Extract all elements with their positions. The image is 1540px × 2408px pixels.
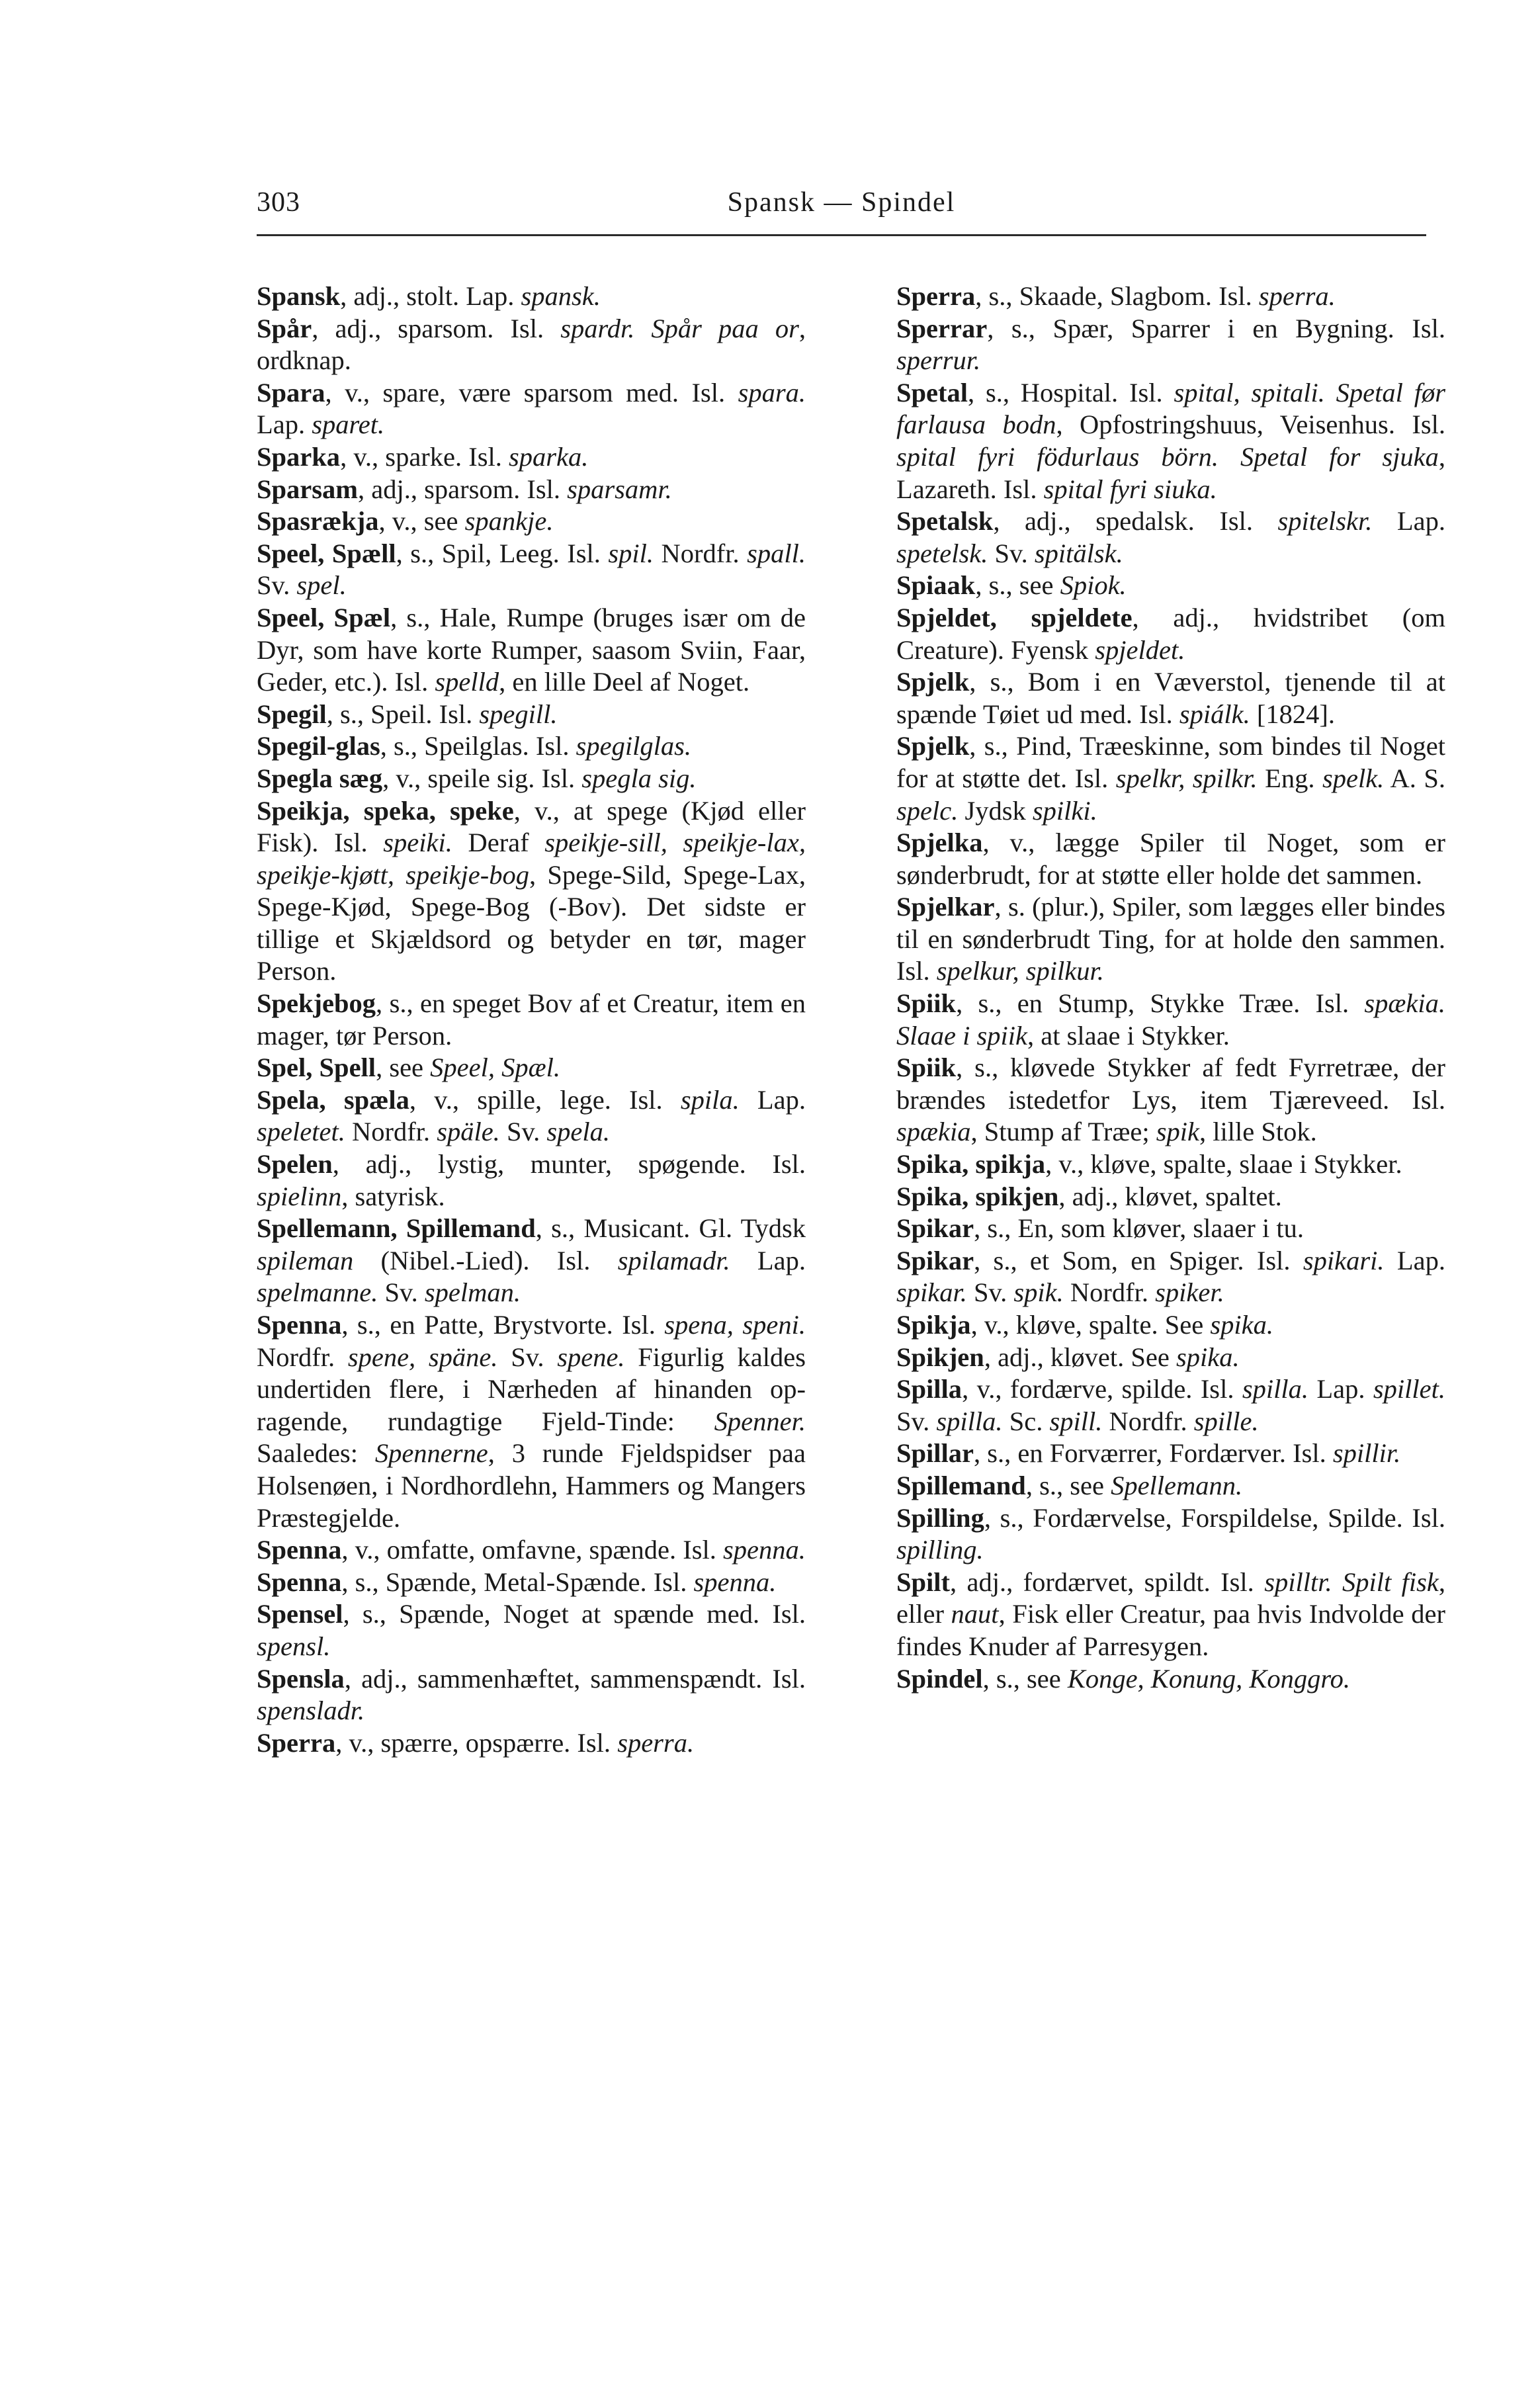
entry-text: (Nibel.-Lied). Isl. (353, 1245, 618, 1275)
dictionary-entry (896, 1052, 1445, 1148)
entry-headword: Spillemand (896, 1470, 1026, 1500)
entry-citation: spegill. (479, 699, 558, 729)
entry-citation: sparka. (509, 441, 589, 472)
entry-headword: Sperrar (896, 313, 988, 343)
dictionary-entry (257, 1213, 806, 1309)
entry-text: , adj., hvidstribet (om Creature). Fyensk (896, 602, 1445, 665)
entry-headword: Spensla (257, 1663, 345, 1694)
entry-citation: spetelsk. (896, 538, 988, 568)
entry-text: , s., et Som, en Spiger. Isl. (974, 1245, 1303, 1275)
entry-text: , satyrisk. (341, 1181, 445, 1211)
entry-headword: Spekjebog (257, 988, 376, 1019)
entry-citation: spilltr. Spilt fisk (1264, 1567, 1439, 1597)
entry-headword: Sperra (896, 281, 976, 311)
entry-citation: spene. (557, 1342, 625, 1372)
entry-citation: spenna. (693, 1567, 777, 1597)
entry-citation: spegilglas. (576, 731, 692, 761)
entry-headword: Speel, Spæl (257, 602, 391, 632)
dictionary-entry (257, 377, 806, 441)
dictionary-entry (896, 1245, 1445, 1309)
entry-text: , s., Speil. Isl. (326, 699, 480, 729)
entry-text: , v., sparke. Isl. (340, 441, 509, 472)
dictionary-entry (896, 1502, 1445, 1567)
entry-citation: Spennerne (374, 1438, 488, 1469)
dictionary-entry (896, 1470, 1445, 1502)
entry-citation: spikar. (896, 1277, 967, 1308)
entry-headword: Spegla sæg (257, 763, 383, 793)
entry-citation: spelmanne. (257, 1277, 378, 1308)
entry-headword: Spindel (896, 1663, 983, 1694)
entry-citation: spelkur, spilkur. (936, 956, 1104, 986)
entry-citation: spelk. (1322, 763, 1385, 793)
entry-headword: Spegil-glas (257, 731, 380, 761)
entry-headword: Spikar (896, 1213, 974, 1244)
entry-text: , s., en speget Bov af et Creatur, item en mager, tør Person. (257, 988, 806, 1051)
entry-text: , s., Spænde, Noget at spænde med. Isl. (343, 1599, 806, 1629)
entry-citation: sperra. (617, 1727, 695, 1758)
entry-text: , s., Hale, Rumpe (bruges især om de Dyr, som have korte Rumper, saasom Sviin, Faar, Geder, etc.). Isl. (257, 602, 806, 697)
entry-text: Nordfr. (1102, 1406, 1194, 1436)
entry-text: Sv. (497, 1342, 558, 1372)
entry-text: , v., fordærve, spilde. Isl. (962, 1374, 1242, 1404)
dictionary-entry (896, 891, 1445, 988)
entry-citation: spara. (738, 377, 806, 408)
dictionary-entry (257, 795, 806, 988)
entry-citation: spiálk. (1179, 699, 1250, 729)
entry-headword: Spenna (257, 1535, 342, 1565)
entry-text: , s., Spænde, Metal-Spænde. Isl. (341, 1567, 694, 1597)
entry-text: , s., en Forværrer, Fordærver. Isl. (974, 1438, 1333, 1469)
entry-text: , v., spille, lege. Isl. (409, 1084, 681, 1115)
entry-citation: Spiok. (1060, 570, 1127, 601)
entry-text: Nordfr. (654, 538, 748, 568)
entry-headword: Spikjen (896, 1342, 984, 1372)
entry-text: , s., see (975, 570, 1060, 601)
entry-citation: spardr. Spår paa or (560, 313, 799, 343)
dictionary-entry (896, 1148, 1445, 1181)
entry-headword: Spikja (896, 1310, 971, 1340)
dictionary-entry (896, 505, 1445, 570)
entry-headword: Speel, Spæll (257, 538, 396, 568)
entry-text: Nordfr. (345, 1117, 437, 1147)
entry-headword: Spara (257, 377, 325, 408)
entry-citation: Konge, Konung, Konggro. (1067, 1663, 1350, 1694)
entry-text: , s., Bom i en Væverstol, tjenende til at spænde Tøiet ud med. Isl. (896, 667, 1445, 729)
entry-citation: spall. (747, 538, 806, 568)
entry-text: , s., Fordærvelse, Forspildelse, Spilde. Isl. (984, 1502, 1445, 1533)
entry-citation: spital fyri siuka. (1043, 474, 1217, 504)
entry-citation: spika. (1176, 1342, 1240, 1372)
entry-headword: Spenna (257, 1567, 342, 1597)
entry-headword: Spiik (896, 1053, 957, 1083)
entry-headword: Spika, spikjen (896, 1181, 1059, 1211)
entry-text: , v., see (378, 506, 465, 537)
entry-text: , en lille Deel af Noget. (499, 667, 750, 697)
entry-text: , lille Stok. (1199, 1117, 1317, 1147)
dictionary-entry (257, 988, 806, 1052)
entry-headword: Sparka (257, 441, 341, 472)
dictionary-entry (257, 699, 806, 731)
entry-headword: Spegil (257, 699, 327, 729)
entry-text: Saaledes: (257, 1438, 375, 1469)
dictionary-entry (257, 1148, 806, 1213)
entry-text: , adj., sparsom. Isl. (358, 474, 568, 504)
entry-text: , eller (896, 1567, 1445, 1629)
entry-headword: Sparsam (257, 474, 359, 504)
entry-text: Lap. (739, 1084, 806, 1115)
entry-citation: spegla sig. (581, 763, 697, 793)
entry-text: , s. (plur.), Spiler, som lægges eller bindes til en sønderbrudt Ting, for at holde den sammen. Isl. (896, 892, 1445, 986)
dictionary-entry (896, 570, 1445, 602)
entry-citation: spilki. (1032, 795, 1097, 826)
entry-text: , s., En, som kløver, slaaer i tu. (974, 1213, 1304, 1244)
entry-text: , s., Spil, Leeg. Isl. (396, 538, 609, 568)
entry-headword: Spel, Spell (257, 1053, 376, 1083)
entry-citation: spelkr, spilkr. (1115, 763, 1258, 793)
dictionary-entry (896, 1373, 1445, 1438)
dictionary-entry (896, 730, 1445, 827)
entry-citation: spensladr. (257, 1696, 365, 1726)
entry-headword: Spjelk (896, 731, 970, 761)
entry-headword: Spilling (896, 1502, 984, 1533)
entry-text: , v., omfatte, omfavne, spænde. Isl. (341, 1535, 723, 1565)
entry-text: , Fisk eller Creatur, paa hvis Indvolde der findes Knuder af Parresygen. (896, 1599, 1445, 1661)
entry-text: Sv. (896, 1406, 937, 1436)
entry-citation: spilla. (936, 1406, 1003, 1436)
dictionary-entry (896, 1309, 1445, 1342)
entry-headword: Spenna (257, 1310, 342, 1340)
header-rule (257, 234, 1426, 236)
entry-headword: Spjelk (896, 667, 970, 697)
dictionary-entry (257, 1534, 806, 1567)
dictionary-entry (896, 602, 1445, 666)
entry-citation: spill. (1049, 1406, 1103, 1436)
dictionary-entry (896, 1213, 1445, 1245)
entry-headword: Spansk (257, 281, 341, 311)
entry-citation: späle. (437, 1117, 500, 1147)
entry-text: Sv. (988, 538, 1035, 568)
entry-headword: Spjelka (896, 828, 983, 858)
entry-text: , v., spare, være sparsom med. Isl. (325, 377, 738, 408)
entry-headword: Spilt (896, 1567, 951, 1597)
dictionary-entry (896, 313, 1445, 377)
dictionary-entry (896, 988, 1445, 1052)
entry-citation: spital fyri födurlaus börn. Spetal for sjuka (896, 441, 1439, 472)
entry-citation: speiki. (383, 828, 452, 858)
entry-citation: naut (951, 1599, 999, 1629)
entry-text: , s., Hospital. Isl. (968, 377, 1174, 408)
dictionary-entry (257, 1663, 806, 1727)
entry-citation: spenna. (722, 1535, 806, 1565)
entry-headword: Spetalsk (896, 506, 994, 537)
entry-text: , s., see (1025, 1470, 1111, 1500)
entry-text: Lap. (1384, 1245, 1446, 1275)
entry-text: , adj., stolt. Lap. (340, 281, 521, 311)
entry-headword: Spjelkar (896, 892, 995, 922)
dictionary-entry (257, 730, 806, 763)
entry-text: , Spege-Sild, Spege-Lax, Spege-Kjød, Spege-Bog (-Bov). Det sidste er tillige et Skjældsord og betyder en tør, mager Person. (257, 859, 806, 986)
entry-text: Figurlig kaldes undertiden flere, i Nærheden af hinanden opragende, rundagtige Fjeld-Tinde: (257, 1342, 806, 1436)
dictionary-entry (257, 1598, 806, 1662)
entry-text: , adj., fordærvet, spildt. Isl. (950, 1567, 1265, 1597)
entry-headword: Spiaak (896, 570, 976, 601)
entry-text: , s., Speilglas. Isl. (380, 731, 576, 761)
dictionary-entry (257, 313, 806, 377)
entry-citation: spiker. (1155, 1277, 1224, 1308)
dictionary-entry (896, 1567, 1445, 1663)
entry-text: Nordfr. (257, 1342, 348, 1372)
entry-text: , adj., kløvet, spaltet. (1058, 1181, 1282, 1211)
entry-citation: spitälsk. (1034, 538, 1123, 568)
entry-citation: spelc. (896, 795, 959, 826)
entry-citation: spikari. (1303, 1245, 1385, 1275)
entry-text: Lap. (1308, 1374, 1373, 1404)
entry-citation: spilla. (1242, 1374, 1308, 1404)
right-column (896, 280, 1445, 1695)
dictionary-entry (257, 1052, 806, 1084)
dictionary-entry (896, 1181, 1445, 1213)
entry-text: , adj., lystig, munter, spøgende. Isl. (332, 1149, 806, 1180)
entry-headword: Spjeldet, spjeldete (896, 602, 1133, 632)
entry-citation: spital, spitali. Spetal før farlausa bodn (896, 377, 1445, 440)
running-head: Spansk — Spindel (727, 187, 956, 218)
entry-text: , adj., spedalsk. Isl. (993, 506, 1278, 537)
entry-citation: spillir. (1332, 1438, 1401, 1469)
entry-text: , adj., sparsom. Isl. (312, 313, 561, 343)
entry-headword: Sperra (257, 1727, 336, 1758)
entry-text: , adj., kløvet. See (984, 1342, 1176, 1372)
entry-headword: Speikja, speka, speke (257, 795, 514, 826)
entry-headword: Spillar (896, 1438, 974, 1469)
entry-citation: spensl. (257, 1631, 331, 1661)
entry-headword: Spetal (896, 377, 968, 408)
entry-citation: speikje-sill, speikje-lax, speikje-kjøtt, speikje-bog (257, 828, 806, 890)
entry-citation: spjeldet. (1095, 634, 1185, 665)
entry-text: Sc. (1002, 1406, 1050, 1436)
entry-text: Lap. (1372, 506, 1445, 537)
entry-headword: Spela, spæla (257, 1084, 409, 1115)
entry-text: , s., kløvede Stykker af fedt Fyrretræe, der brændes istedetfor Lys, item Tjæreveed. Isl. (896, 1053, 1445, 1115)
entry-text: Lap. (730, 1245, 806, 1275)
entry-text: , s., see (982, 1663, 1068, 1694)
dictionary-entry (257, 1309, 806, 1534)
dictionary-entry (257, 1567, 806, 1599)
left-column (257, 280, 806, 1759)
entry-citation: spansk. (521, 281, 601, 311)
dictionary-entry (257, 505, 806, 538)
entry-citation: spil. (608, 538, 654, 568)
entry-citation: spitelskr. (1277, 506, 1373, 537)
entry-text: , s., Pind, Træeskinne, som bindes til Noget for at støtte det. Isl. (896, 731, 1445, 793)
entry-citation: spila. (680, 1084, 740, 1115)
dictionary-entry (896, 1438, 1445, 1470)
entry-citation: spika. (1210, 1310, 1273, 1340)
entry-text: , s., en Patte, Brystvorte. Isl. (341, 1310, 665, 1340)
dictionary-entry (257, 602, 806, 699)
entry-citation: speletet. (257, 1117, 345, 1147)
entry-citation: spilamadr. (617, 1245, 730, 1275)
entry-text: , Opfostringshuus, Veisenhus. Isl. (1056, 409, 1445, 440)
entry-headword: Spellemann, Spillemand (257, 1213, 536, 1244)
entry-text: A. S. (1384, 763, 1445, 793)
entry-text: Sv. (378, 1277, 425, 1308)
entry-citation: spielinn (257, 1181, 342, 1211)
dictionary-entry (257, 763, 806, 795)
entry-text: , s., en Stump, Stykke Træe. Isl. (956, 988, 1365, 1019)
entry-citation: Speel, Spæl. (430, 1053, 561, 1083)
entry-text: Eng. (1257, 763, 1322, 793)
entry-text: Sv. (257, 570, 297, 601)
dictionary-entry (257, 1084, 806, 1148)
entry-text: Sv. (966, 1277, 1014, 1308)
entry-text: Jydsk (958, 795, 1033, 826)
entry-headword: Spiik (896, 988, 957, 1019)
entry-headword: Spilla (896, 1374, 962, 1404)
entry-headword: Spasrækja (257, 506, 379, 537)
dictionary-entry (896, 827, 1445, 891)
entry-citation: spena, speni. (664, 1310, 806, 1340)
dictionary-entry (257, 441, 806, 474)
entry-citation: sperra. (1258, 281, 1336, 311)
entry-citation: spela. (546, 1117, 610, 1147)
dictionary-entry (896, 280, 1445, 313)
entry-text: Nordfr. (1063, 1277, 1156, 1308)
entry-text: , v., spærre, opspærre. Isl. (335, 1727, 618, 1758)
entry-citation: spelman. (424, 1277, 521, 1308)
page-number: 303 (257, 187, 300, 218)
dictionary-entry (896, 1663, 1445, 1696)
entry-text: , s., Musicant. Gl. Tydsk (535, 1213, 806, 1244)
entry-text: , Lazareth. Isl. (896, 441, 1445, 504)
entry-citation: sparet. (312, 409, 385, 440)
entry-text: , v., speile sig. Isl. (382, 763, 582, 793)
dictionary-entry (257, 474, 806, 506)
entry-citation: Spenner. (714, 1406, 806, 1436)
entry-text: , 3 runde Fjeldspidser paa Holsenøen, i Nordhordlehn, Hammers og Mangers Præstegjelde. (257, 1438, 806, 1533)
entry-citation: spankje. (464, 506, 554, 537)
entry-text: , at slaae i Stykker. (1027, 1020, 1230, 1051)
entry-text: , s., Skaade, Slagbom. Isl. (975, 281, 1259, 311)
entry-headword: Spelen (257, 1149, 333, 1180)
entry-text: , v., kløve, spalte, slaae i Stykker. (1045, 1149, 1402, 1180)
entry-headword: Spika, spikja (896, 1149, 1046, 1180)
dictionary-entry (896, 666, 1445, 730)
dictionary-entry (896, 377, 1445, 505)
entry-text: Deraf (452, 828, 545, 858)
entry-headword: Spensel (257, 1599, 343, 1629)
entry-citation: spille. (1193, 1406, 1259, 1436)
entry-headword: Spår (257, 313, 312, 343)
entry-text: , adj., sammenhæftet, sammenspændt. Isl. (344, 1663, 806, 1694)
entry-citation: spækia. Slaae i spiik (896, 988, 1445, 1051)
entry-citation: spik (1156, 1117, 1199, 1147)
entry-text: , Stump af Træe; (970, 1117, 1156, 1147)
page-header (257, 187, 1426, 226)
entry-citation: Spellemann. (1111, 1470, 1243, 1500)
dictionary-entry (896, 1342, 1445, 1374)
entry-citation: spik. (1013, 1277, 1064, 1308)
entry-citation: spel. (296, 570, 347, 601)
entry-citation: sparsamr. (567, 474, 672, 504)
entry-text: Lap. (257, 409, 312, 440)
entry-text: , ordknap. (257, 313, 806, 376)
entry-headword: Spikar (896, 1245, 974, 1275)
entry-text: [1824]. (1250, 699, 1335, 729)
entry-text: , see (376, 1053, 431, 1083)
entry-text: , v., lægge Spiler til Noget, som er sønderbrudt, for at støtte eller holde det sammen. (896, 828, 1445, 890)
entry-text: , v., kløve, spalte. See (970, 1310, 1211, 1340)
entry-text: Sv. (499, 1117, 547, 1147)
entry-citation: sperrur. (896, 345, 981, 376)
dictionary-entry (257, 280, 806, 313)
dictionary-entry (257, 538, 806, 602)
entry-citation: spilling. (896, 1535, 984, 1565)
entry-citation: spileman (257, 1245, 354, 1275)
entry-text: , v., at spege (Kjød eller Fisk). Isl. (257, 795, 806, 858)
entry-citation: spækia (896, 1117, 971, 1147)
entry-citation: spillet. (1373, 1374, 1446, 1404)
dictionary-entry (257, 1727, 806, 1760)
entry-text: , s., Spær, Sparrer i en Bygning. Isl. (987, 313, 1445, 343)
entry-citation: spelld (435, 667, 499, 697)
entry-citation: spene, späne. (347, 1342, 498, 1372)
